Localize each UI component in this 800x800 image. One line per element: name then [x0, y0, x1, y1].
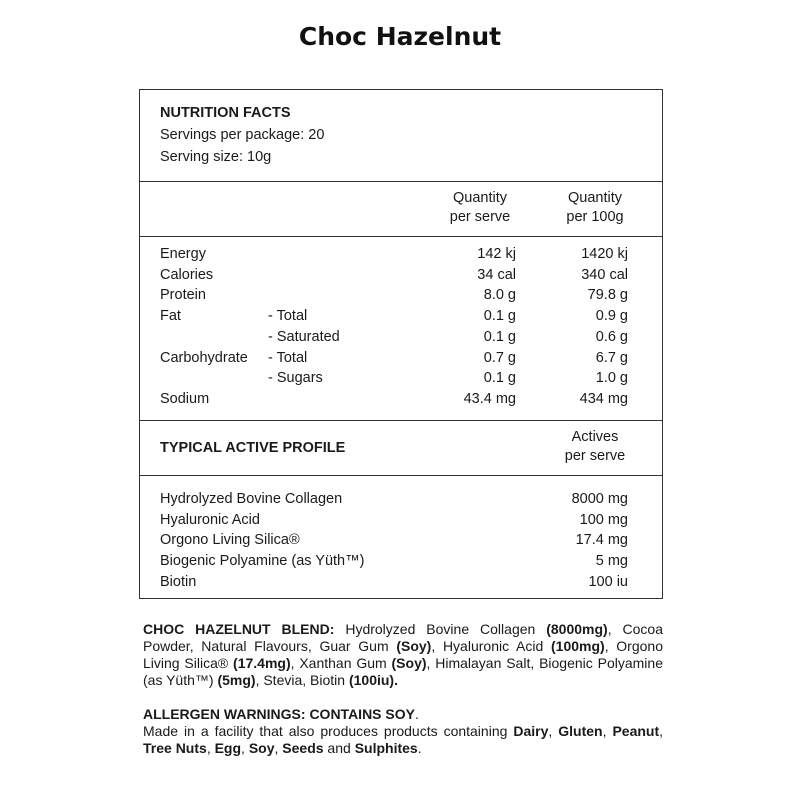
- serving-size: Serving size: 10g: [160, 149, 272, 165]
- nutrient-label: Calories: [160, 266, 214, 283]
- nutrient-label: Energy: [160, 246, 206, 262]
- col-100g-header-l1: Quantity: [568, 190, 622, 206]
- col-serve-header-l1: Quantity: [453, 190, 507, 206]
- value-per-100g: 0.9 g: [595, 308, 628, 325]
- nutrient-label: Carbohydrate: [160, 349, 248, 366]
- value-per-100g: 434 mg: [579, 390, 628, 407]
- active-label: Biotin: [160, 573, 197, 590]
- value-per-100g: 0.6 g: [595, 328, 628, 345]
- value-per-serve: 43.4 mg: [463, 390, 516, 407]
- allergen-section: ALLERGEN WARNINGS: CONTAINS SOY. Made in a facility that also produces products containing Dairy, Gluten, Peanut, Tree Nuts, Egg, Soy, Seeds and Sulphites.: [143, 706, 664, 756]
- value-per-100g: 6.7 g: [595, 349, 628, 366]
- active-value: 100 iu: [588, 573, 628, 590]
- value-per-serve: 0.1 g: [483, 328, 516, 345]
- actives-header-l1: Actives: [571, 429, 619, 445]
- value-per-serve: 0.7 g: [483, 349, 516, 366]
- value-per-100g: 340 cal: [581, 266, 628, 283]
- active-value: 8000 mg: [571, 491, 628, 507]
- active-label: Orgono Living Silica®: [160, 532, 300, 549]
- divider: [140, 181, 662, 182]
- value-per-100g: 1420 kj: [581, 246, 628, 262]
- nutrient-label: Protein: [160, 287, 206, 304]
- active-label: Hyaluronic Acid: [160, 511, 260, 528]
- active-value: 5 mg: [595, 553, 628, 570]
- active-label: Biogenic Polyamine (as Yüth™): [160, 553, 365, 570]
- servings-per-package: Servings per package: 20: [160, 127, 325, 143]
- value-per-serve: 0.1 g: [483, 370, 516, 387]
- nutrient-sublabel: - Saturated: [268, 328, 340, 345]
- allergen-text: Made in a facility that also produces products containing Dairy, Gluten, Peanut, Tree Nuts, Egg, Soy, Seeds and Sulphites.: [143, 723, 664, 756]
- col-100g-header-l2: per 100g: [566, 209, 624, 225]
- active-label: Hydrolyzed Bovine Collagen: [160, 491, 343, 507]
- nutrition-panel: [139, 89, 663, 599]
- value-per-serve: 8.0 g: [483, 287, 516, 304]
- nutrient-label: Fat: [160, 308, 181, 325]
- nutrient-sublabel: - Sugars: [268, 370, 323, 387]
- product-title: Choc Hazelnut: [298, 22, 502, 51]
- active-profile-heading: TYPICAL ACTIVE PROFILE: [160, 440, 346, 456]
- blend-paragraph: CHOC HAZELNUT BLEND: Hydrolyzed Bovine Collagen (8000mg), Cocoa Powder, Natural Flavours, Guar Gum (Soy), Hyaluronic Acid (100mg), Orgono Living Silica® (17.4mg), Xanthan Gum (Soy), Himalayan Salt, Biogenic Polyamine (as Yüth™) (5mg), Stevia, Biotin (100iu).: [143, 621, 663, 688]
- value-per-100g: 1.0 g: [595, 370, 628, 387]
- col-serve-header-l2: per serve: [449, 209, 511, 225]
- nutrient-sublabel: - Total: [268, 308, 308, 325]
- value-per-serve: 142 kj: [477, 246, 516, 262]
- divider: [140, 236, 662, 237]
- nutrient-label: Sodium: [160, 390, 210, 407]
- nutrition-heading: NUTRITION FACTS: [160, 105, 291, 121]
- value-per-serve: 34 cal: [477, 266, 516, 283]
- nutrient-sublabel: - Total: [268, 349, 308, 366]
- ingredients-section: [143, 621, 663, 757]
- blend-label: CHOC HAZELNUT BLEND:: [143, 621, 335, 637]
- actives-header-l2: per serve: [564, 448, 626, 464]
- value-per-100g: 79.8 g: [587, 287, 628, 304]
- divider: [140, 475, 662, 476]
- allergen-heading: ALLERGEN WARNINGS: CONTAINS SOY: [143, 706, 415, 722]
- divider: [140, 420, 662, 421]
- value-per-serve: 0.1 g: [483, 308, 516, 325]
- active-value: 17.4 mg: [575, 532, 628, 549]
- active-value: 100 mg: [579, 511, 628, 528]
